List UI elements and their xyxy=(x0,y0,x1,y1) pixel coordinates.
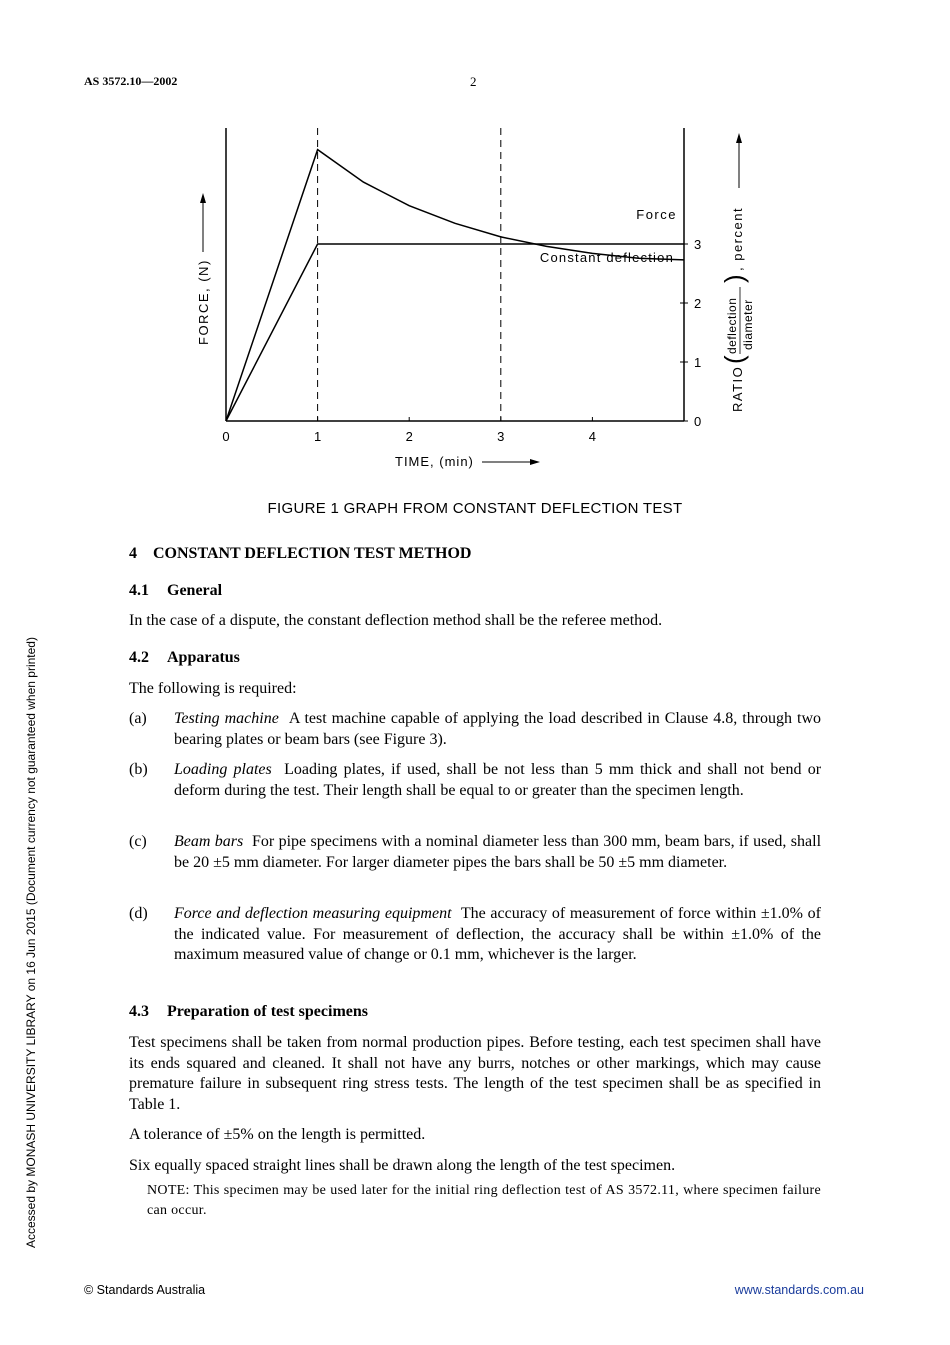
section-4-2-intro: The following is required: xyxy=(129,680,297,697)
right-tick-label-2: 2 xyxy=(694,296,702,311)
svg-text:diameter: diameter xyxy=(741,299,755,350)
apparatus-item-c: (c) Beam bars For pipe specimens with a nominal diameter less than 300 mm, beam bars, if used, shall be 20 ±5 mm diameter. For larger diameter pipes the bars shall be 50 ±5 mm diameter. xyxy=(129,833,822,871)
x-tick-label-4: 4 xyxy=(588,429,597,444)
x-axis-arrowhead xyxy=(530,459,540,465)
section-4-2-heading: 4.2 Apparatus xyxy=(129,649,240,666)
constant-deflection-series-line xyxy=(226,244,684,421)
y-axis-arrowhead-right xyxy=(736,133,742,143)
right-tick-label-3: 3 xyxy=(694,237,702,252)
figure-caption: FIGURE 1 GRAPH FROM CONSTANT DEFLECTION TEST xyxy=(267,500,683,517)
section-4-heading: 4 CONSTANT DEFLECTION TEST METHOD xyxy=(129,545,472,562)
apparatus-item-a: (a) Testing machine A test machine capable of applying the load described in Clause 4.8, through two bearing plates or beam bars (see Figure 3). xyxy=(129,710,822,748)
section-4-1-heading: 4.1 General xyxy=(129,582,223,599)
page-number: 2 xyxy=(470,74,477,89)
section-4-3-heading: 4.3 Preparation of test specimens xyxy=(129,1003,368,1020)
right-tick-label-1: 1 xyxy=(694,355,702,370)
section-4-3-note: NOTE: This specimen may be used later for the initial ring deflection test of AS 3572.11, where specimen failure can occur. xyxy=(147,1183,821,1218)
footer-copyright: © Standards Australia xyxy=(84,1283,206,1297)
svg-text:, percent: , percent xyxy=(730,206,745,271)
x-tick-label-1: 1 xyxy=(313,429,322,444)
right-tick-label-0: 0 xyxy=(694,414,702,429)
x-tick-label-2: 2 xyxy=(405,429,413,444)
document-id: AS 3572.10—2002 xyxy=(84,74,178,88)
force-series-label: Force xyxy=(636,207,677,222)
section-4-1-text: In the case of a dispute, the constant deflection method shall be the referee method. xyxy=(129,612,663,629)
section-4-3-para-3: Six equally spaced straight lines shall be drawn along the length of the test specimen. xyxy=(129,1157,676,1174)
section-4-3-para-1: Test specimens shall be taken from normal production pipes. Before testing, each test specimen shall have its ends squared and cleaned. It shall not have any burrs, notches or other markings, which may cause premature failure in subsequent ring stress tests. The length of the test specimen shall be as specified in Table 1. xyxy=(129,1034,821,1113)
apparatus-item-b: (b) Loading plates Loading plates, if used, shall be not less than 5 mm thick and shall not bend or deform during the test. Their length shall be equal to or greater than the specimen length. xyxy=(129,761,822,799)
svg-text:(: ( xyxy=(719,355,749,364)
constant-deflection-series-label: Constant deflection xyxy=(539,250,674,265)
svg-text:): ) xyxy=(719,274,749,283)
section-4-3-para-2: A tolerance of ±5% on the length is permitted. xyxy=(129,1126,426,1143)
svg-text:RATIO: RATIO xyxy=(730,365,745,412)
y-axis-arrowhead-left xyxy=(200,193,206,203)
x-tick-label-3: 3 xyxy=(497,429,505,444)
svg-text:deflection: deflection xyxy=(725,297,739,354)
figure-chart xyxy=(0,0,950,490)
y-axis-label-left: FORCE, (N) xyxy=(196,259,211,345)
force-series-line xyxy=(226,150,684,421)
footer-website-link[interactable]: www.standards.com.au xyxy=(734,1283,864,1297)
access-watermark-text: Accessed by MONASH UNIVERSITY LIBRARY on 16 Jun 2015 (Document currency not guaranteed when printed) xyxy=(24,637,38,1248)
apparatus-item-d: (d) Force and deflection measuring equipment The accuracy of measurement of force within ±1.0% of the indicated value. For measurement of deflection, the accuracy shall be within ±1.0% of the maximum measured value of change or 0.1 mm, whichever is the larger. xyxy=(129,905,822,964)
x-tick-label-0: 0 xyxy=(222,429,230,444)
y-axis-label-right xyxy=(719,207,755,412)
x-axis-label: TIME, (min) xyxy=(395,454,474,469)
